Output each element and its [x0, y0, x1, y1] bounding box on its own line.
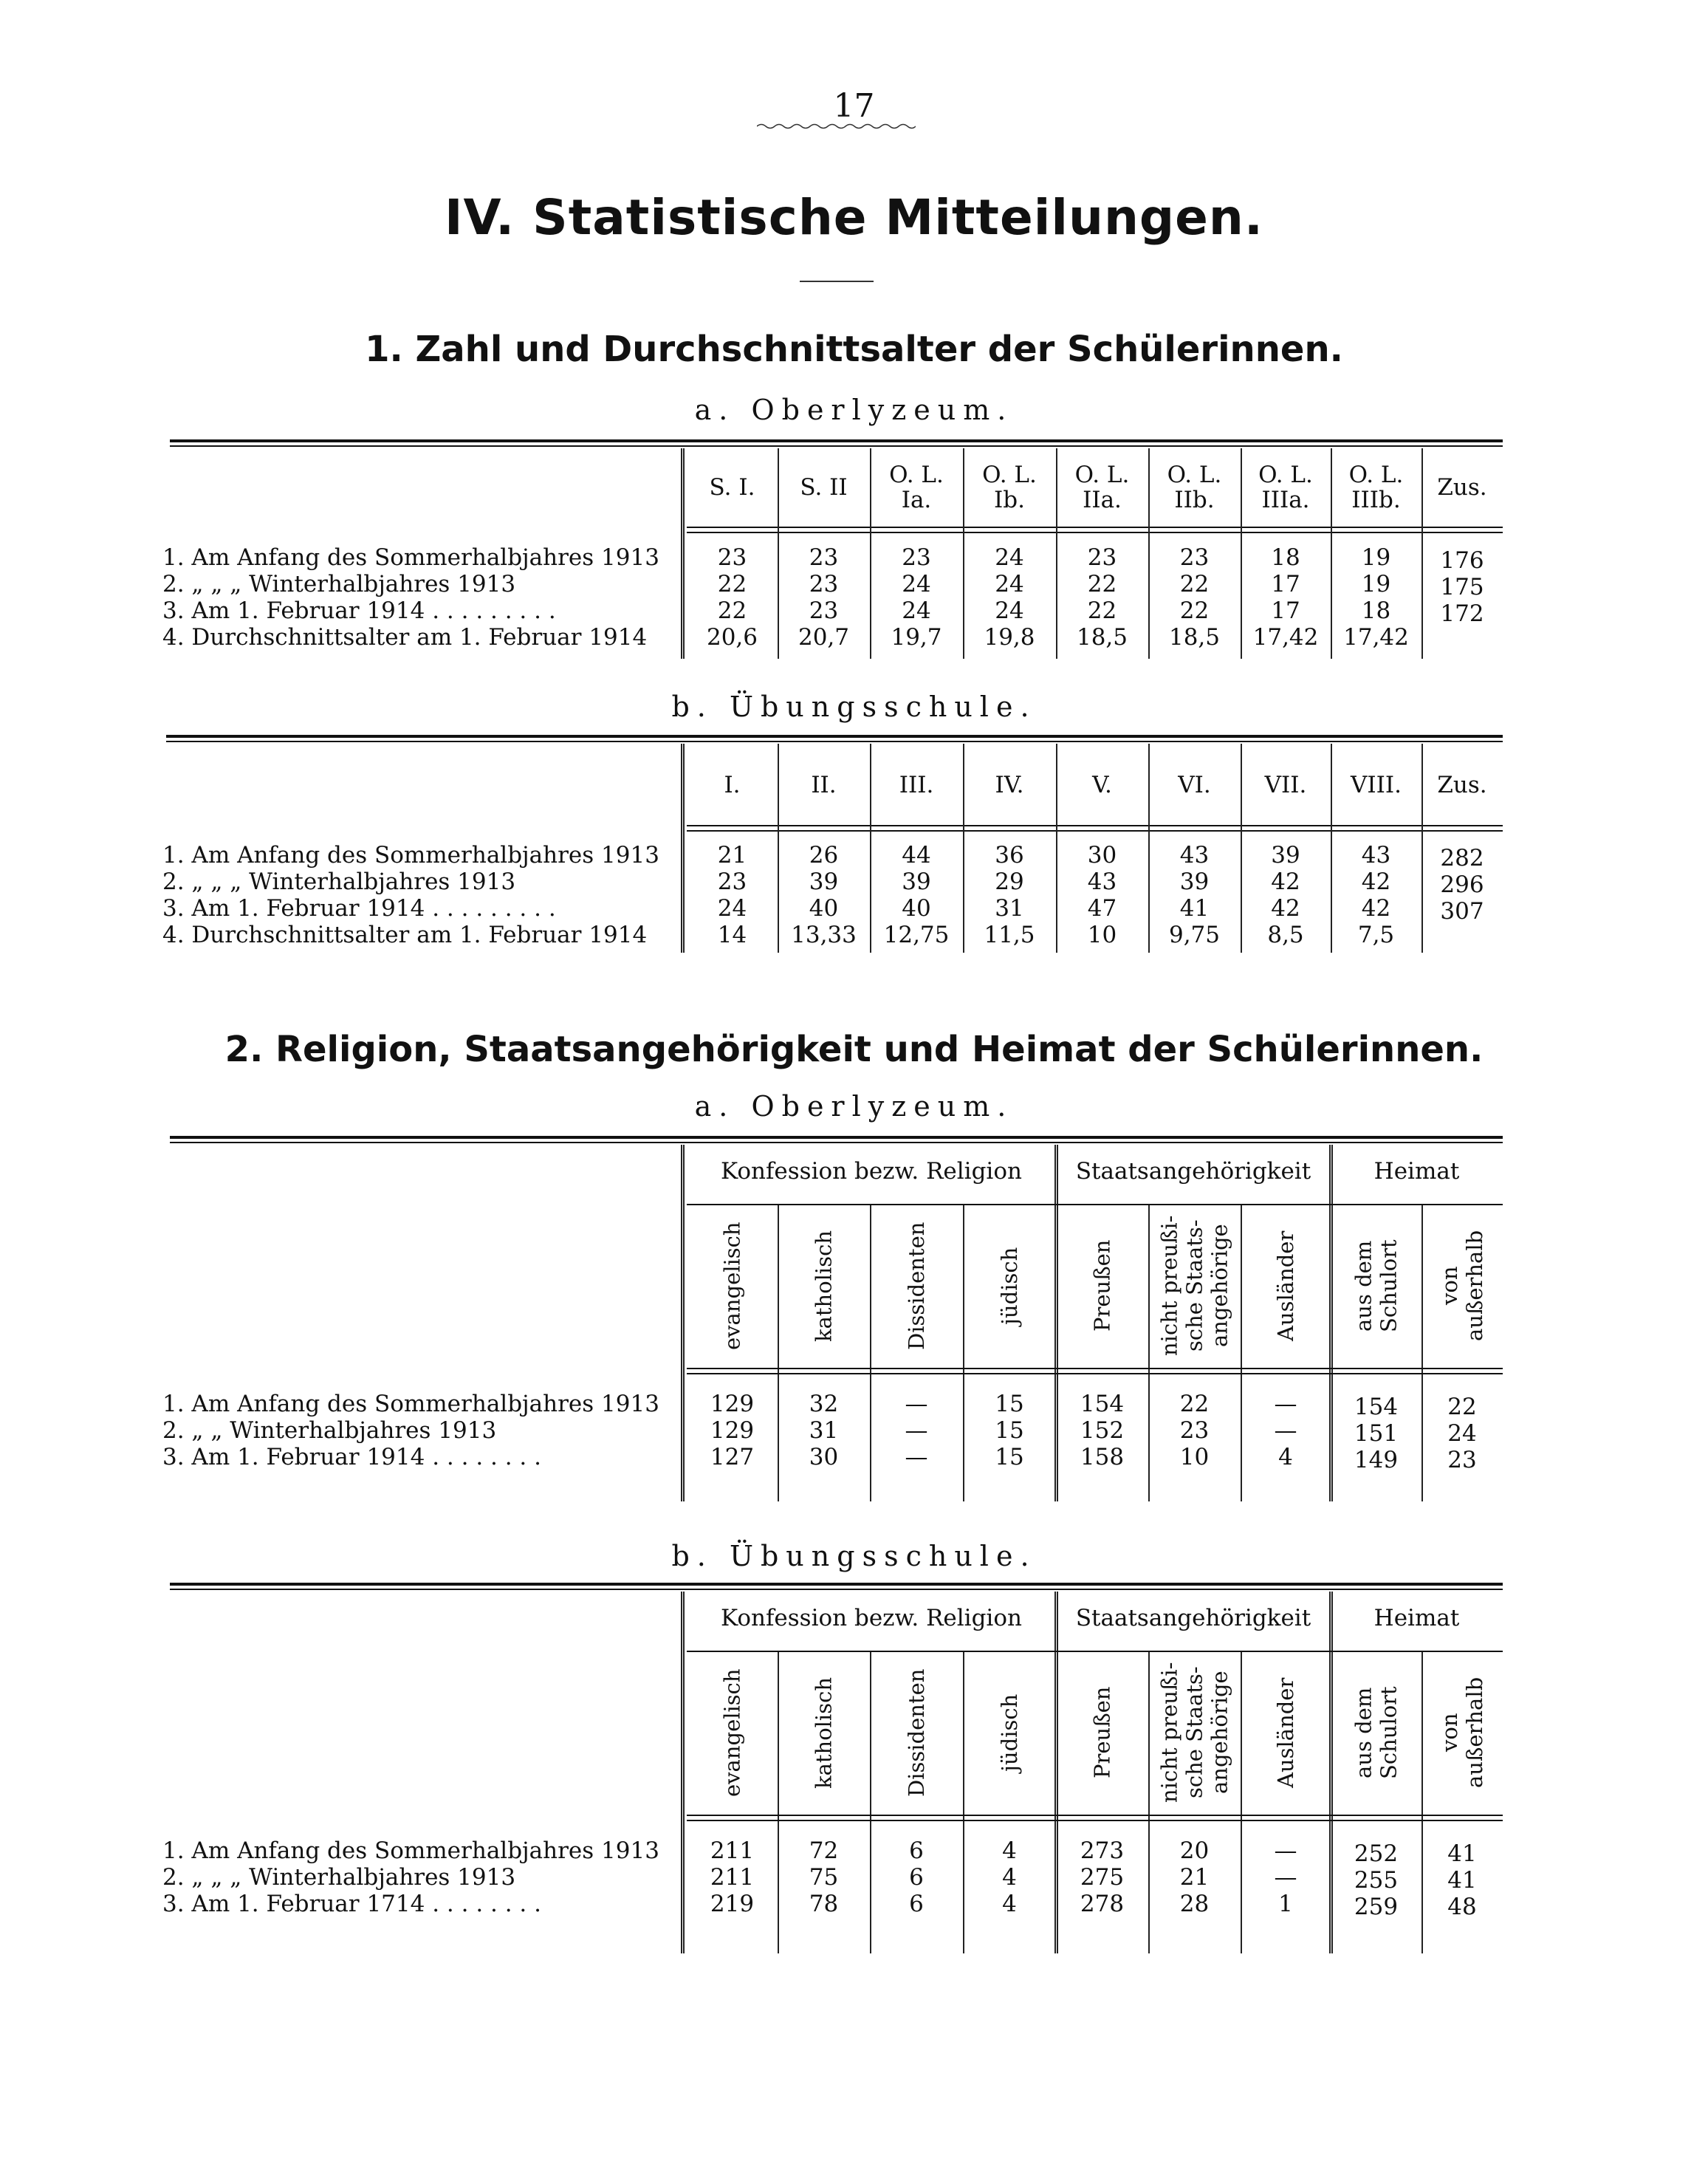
table1a-cell: 23: [809, 544, 839, 571]
table2a-header-rule: [687, 1368, 1503, 1369]
table1b-row-label: 2. „ „ „ Winterhalbjahres 1913: [162, 869, 516, 895]
table2b-cell: 6: [909, 1837, 924, 1864]
table1a-cell: 18: [1271, 544, 1300, 571]
table1a-cell: 23: [809, 571, 839, 597]
table2b-group-header-1: Staatsangehörigkeit: [1075, 1605, 1311, 1631]
table1a-cell: 23: [902, 544, 931, 571]
table1a-cell: 24: [995, 544, 1024, 571]
table2a-cell: 24: [1447, 1420, 1477, 1447]
table2b-cell: 252: [1354, 1840, 1399, 1867]
table2a-cell: —: [905, 1391, 928, 1417]
table1b-cell: 41: [1179, 895, 1210, 922]
table1a-header-rule: [687, 527, 1503, 528]
table2a-cell: 15: [995, 1417, 1024, 1444]
table1a-header-2: O. L. Ia.: [889, 462, 944, 513]
table2b-row-label: 2. „ „ „ Winterhalbjahres 1913: [162, 1864, 516, 1891]
table2b-cell: 41: [1447, 1840, 1477, 1867]
table2a-cell: 23: [1179, 1417, 1210, 1444]
page-number: 17: [833, 87, 875, 125]
table1b-cell: 42: [1361, 895, 1391, 922]
table1a-cell: 22: [717, 571, 747, 597]
table2b-col-header-5: nicht preußi- sche Staats- angehörige: [1156, 1662, 1232, 1804]
table2b-group-rule: [687, 1651, 1503, 1652]
table2a-col-header-6: Ausländer: [1273, 1230, 1298, 1341]
table2a-cell: 4: [1278, 1444, 1293, 1470]
table2a-cell: 129: [710, 1391, 755, 1417]
table2a-group-rule: [687, 1204, 1503, 1205]
table1b-cell: 8,5: [1267, 922, 1304, 948]
table1a-row-label: 2. „ „ „ Winterhalbjahres 1913: [162, 571, 516, 597]
table2b-col-header-0: evangelisch: [719, 1668, 745, 1797]
table2a-col-header-7: aus dem Schulort: [1351, 1239, 1402, 1332]
table1a-cell: 19: [1361, 571, 1391, 597]
table1a-cell: 22: [1087, 597, 1117, 624]
table1b-cell: 43: [1361, 842, 1391, 869]
table2b-label-divider: [681, 1592, 685, 1953]
table1b-cell: 307: [1440, 898, 1484, 925]
table1a-cell: 23: [1179, 544, 1210, 571]
table1a-cell: 20,6: [706, 624, 758, 651]
table2a-row-label: 1. Am Anfang des Sommerhalbjahres 1913: [162, 1391, 659, 1417]
table1b-cell: 39: [1271, 842, 1300, 869]
table1a-cell: 17: [1271, 597, 1300, 624]
table1b-cell: 43: [1179, 842, 1210, 869]
table1a-header-6: O. L. IIIa.: [1258, 462, 1313, 513]
table2b-col-header-3: jüdisch: [997, 1693, 1022, 1772]
table1b-row-label: 1. Am Anfang des Sommerhalbjahres 1913: [162, 842, 659, 869]
table2a-col-header-3: jüdisch: [997, 1247, 1022, 1325]
table2b-cell: 48: [1447, 1894, 1477, 1920]
table2a-cell: 31: [809, 1417, 839, 1444]
table2b-col-header-1: katholisch: [811, 1676, 837, 1789]
table1b-cell: 29: [995, 869, 1024, 895]
main-title: IV. Statistische Mitteilungen.: [444, 189, 1263, 246]
table1a-header-5: O. L. IIb.: [1167, 462, 1222, 513]
table2a-cell: 151: [1354, 1420, 1399, 1447]
table2a-cell: 154: [1354, 1394, 1399, 1420]
table1b-label-divider: [681, 744, 685, 953]
title-rule: [800, 281, 874, 282]
table1a-header-7: O. L. IIIb.: [1348, 462, 1404, 513]
table1b-cell: 43: [1087, 869, 1117, 895]
table2a-cell: 158: [1080, 1444, 1125, 1470]
table1b-cell: 40: [809, 895, 839, 922]
table1a-cell: 23: [809, 597, 839, 624]
table2a-row-label: 3. Am 1. Februar 1914 . . . . . . . .: [162, 1444, 541, 1470]
table2a-col-header-5: nicht preußi- sche Staats- angehörige: [1156, 1215, 1232, 1357]
table1b-cell: 39: [809, 869, 839, 895]
table1b-cell: 14: [717, 922, 747, 948]
table2a-cell: —: [1274, 1391, 1297, 1417]
table1b-cell: 30: [1087, 842, 1117, 869]
table2b-cell: 219: [710, 1891, 755, 1917]
table1b-cell: 23: [717, 869, 747, 895]
table2b-cell: 1: [1278, 1891, 1293, 1917]
table1a-cell: 17,42: [1252, 624, 1319, 651]
table2a-cell: 154: [1080, 1391, 1125, 1417]
table2a-header-rule2: [687, 1373, 1503, 1374]
table2b-cell: 259: [1354, 1894, 1399, 1920]
table2b-cell: 72: [809, 1837, 839, 1864]
table1a-cell: 19,8: [984, 624, 1035, 651]
table1a-cell: 175: [1440, 574, 1484, 600]
table2a-cell: 22: [1447, 1394, 1477, 1420]
table2a-col-header-2: Dissidenten: [904, 1222, 929, 1350]
table1b-cell: 31: [995, 895, 1024, 922]
table1a-cell: 22: [1087, 571, 1117, 597]
table2b-cell: 4: [1002, 1864, 1017, 1891]
table2a-group-header-0: Konfession bezw. Religion: [721, 1158, 1022, 1185]
table1b-header-5: VI.: [1178, 771, 1211, 798]
table1a-cell: 20,7: [798, 624, 850, 651]
table2a-cell: 129: [710, 1417, 755, 1444]
table1b-header-4: V.: [1092, 771, 1112, 798]
table1a-cell: 22: [1179, 597, 1210, 624]
table1a-cell: 23: [1087, 544, 1117, 571]
table2b-cell: 275: [1080, 1864, 1125, 1891]
table2b-cell: 20: [1179, 1837, 1210, 1864]
table2b-cell: 78: [809, 1891, 839, 1917]
table1a-row-label: 3. Am 1. Februar 1914 . . . . . . . . .: [162, 597, 556, 624]
section1a-subtitle: a. Oberlyzeum.: [694, 394, 1014, 426]
table2a-cell: 32: [809, 1391, 839, 1417]
table2b-col-header-8: von außerhalb: [1437, 1676, 1487, 1789]
table2a-cell: 152: [1080, 1417, 1125, 1444]
table2b-cell: —: [1274, 1864, 1297, 1891]
table2a-col-header-0: evangelisch: [719, 1222, 745, 1350]
table1b-header-0: I.: [724, 771, 741, 798]
table1b-cell: 26: [809, 842, 839, 869]
table2a-cell: 23: [1447, 1447, 1477, 1473]
table1a-cell: 24: [902, 571, 931, 597]
table1b-row-label: 3. Am 1. Februar 1914 . . . . . . . . .: [162, 895, 556, 922]
table1b-cell: 42: [1271, 895, 1300, 922]
table2b-cell: 4: [1002, 1837, 1017, 1864]
table1b-cell: 42: [1361, 869, 1391, 895]
table1b-cell: 36: [995, 842, 1024, 869]
table1b-cell: 44: [902, 842, 931, 869]
table1b-cell: 296: [1440, 871, 1484, 898]
table1b-cell: 282: [1440, 845, 1484, 871]
table1b-cell: 13,33: [791, 922, 857, 948]
table1a-cell: 17,42: [1343, 624, 1409, 651]
table2a-cell: —: [905, 1444, 928, 1470]
table2a-col-header-8: von außerhalb: [1437, 1230, 1487, 1342]
table2a-top-rule: [170, 1136, 1503, 1139]
table2b-cell: 28: [1179, 1891, 1210, 1917]
table1a-header-3: O. L. Ib.: [982, 462, 1037, 513]
wavy-divider: [757, 123, 916, 130]
table2b-cell: 255: [1354, 1867, 1399, 1894]
table1b-cell: 21: [717, 842, 747, 869]
table1a-cell: 176: [1440, 547, 1484, 574]
table2b-header-rule: [687, 1815, 1503, 1816]
table1b-cell: 39: [1179, 869, 1210, 895]
table2a-cell: 22: [1179, 1391, 1210, 1417]
table1b-top-rule: [166, 735, 1503, 738]
table1b-header-1: II.: [811, 771, 837, 798]
table1a-cell: 22: [1179, 571, 1210, 597]
section2a-subtitle: a. Oberlyzeum.: [694, 1090, 1014, 1123]
table1b-cell: 7,5: [1357, 922, 1395, 948]
table2a-col-header-1: katholisch: [811, 1230, 837, 1342]
table2b-cell: 211: [710, 1864, 755, 1891]
table1a-cell: 18,5: [1076, 624, 1128, 651]
table2a-cell: 30: [809, 1444, 839, 1470]
table1a-header-0: S. I.: [709, 474, 755, 501]
table1a-cell: 24: [902, 597, 931, 624]
table1a-label-divider: [681, 448, 685, 659]
table2b-cell: 273: [1080, 1837, 1125, 1864]
table1a-header-1: S. II: [800, 474, 848, 501]
table2a-cell: —: [905, 1417, 928, 1444]
table2a-cell: 127: [710, 1444, 755, 1470]
table1b-cell: 39: [902, 869, 931, 895]
table2b-cell: 278: [1080, 1891, 1125, 1917]
table1b-header-8: Zus.: [1437, 771, 1487, 798]
table1a-row-label: 1. Am Anfang des Sommerhalbjahres 1913: [162, 544, 659, 571]
section1b-subtitle: b. Übungsschule.: [671, 691, 1037, 723]
table2b-header-rule2: [687, 1820, 1503, 1821]
table2b-col-header-6: Ausländer: [1273, 1677, 1298, 1788]
table1b-cell: 11,5: [984, 922, 1035, 948]
table1b-header-6: VII.: [1264, 771, 1307, 798]
table1a-cell: 19,7: [891, 624, 942, 651]
table1b-cell: 9,75: [1168, 922, 1221, 948]
section2-title: 2. Religion, Staatsangehörigkeit und Heimat der Schülerinnen.: [224, 1029, 1484, 1070]
table2b-row-label: 3. Am 1. Februar 1714 . . . . . . . .: [162, 1891, 541, 1917]
table1b-cell: 12,75: [883, 922, 950, 948]
table2b-col-header-7: aus dem Schulort: [1351, 1686, 1402, 1779]
table2b-cell: 211: [710, 1837, 755, 1864]
table2b-top-rule: [170, 1583, 1503, 1586]
table2b-col-header-4: Preußen: [1089, 1686, 1115, 1779]
table1b-header-2: III.: [899, 771, 934, 798]
table2a-label-divider: [681, 1145, 685, 1501]
table1b-cell: 10: [1087, 922, 1117, 948]
table1b-cell: 42: [1271, 869, 1300, 895]
table2a-col-header-4: Preußen: [1089, 1239, 1115, 1332]
table1b-header-3: IV.: [995, 771, 1024, 798]
table1a-cell: 23: [717, 544, 747, 571]
table2b-col-header-2: Dissidenten: [904, 1668, 929, 1797]
table2b-cell: 75: [809, 1864, 839, 1891]
table2b-cell: 6: [909, 1891, 924, 1917]
section1-title: 1. Zahl und Durchschnittsalter der Schülerinnen.: [365, 329, 1343, 370]
table1a-cell: 18: [1361, 597, 1391, 624]
table1b-cell: 24: [717, 895, 747, 922]
table1b-row-label: 4. Durchschnittsalter am 1. Februar 1914: [162, 922, 648, 948]
table1a-header-4: O. L. IIa.: [1074, 462, 1130, 513]
table1a-cell: 22: [717, 597, 747, 624]
table2b-group-header-0: Konfession bezw. Religion: [721, 1605, 1022, 1631]
table1a-header-8: Zus.: [1437, 474, 1487, 501]
table2b-group-header-2: Heimat: [1373, 1605, 1460, 1631]
table2b-cell: —: [1274, 1837, 1297, 1864]
table1a-cell: 18,5: [1168, 624, 1221, 651]
table1a-cell: 19: [1361, 544, 1391, 571]
table2b-cell: 41: [1447, 1867, 1477, 1894]
table1b-cell: 47: [1087, 895, 1117, 922]
table2b-row-label: 1. Am Anfang des Sommerhalbjahres 1913: [162, 1837, 659, 1864]
table1b-header-rule: [687, 825, 1503, 826]
table1b-cell: 40: [902, 895, 931, 922]
table2a-group-header-1: Staatsangehörigkeit: [1075, 1158, 1311, 1185]
table2a-cell: 15: [995, 1444, 1024, 1470]
table2b-cell: 21: [1179, 1864, 1210, 1891]
table2a-row-label: 2. „ „ Winterhalbjahres 1913: [162, 1417, 497, 1444]
table2a-cell: 10: [1179, 1444, 1210, 1470]
table2a-cell: 149: [1354, 1447, 1399, 1473]
table1a-cell: 172: [1440, 600, 1484, 627]
table1a-cell: 24: [995, 571, 1024, 597]
table2a-cell: 15: [995, 1391, 1024, 1417]
table1a-cell: 24: [995, 597, 1024, 624]
table2b-cell: 6: [909, 1864, 924, 1891]
table1a-top-rule: [170, 439, 1503, 442]
table1a-row-label: 4. Durchschnittsalter am 1. Februar 1914: [162, 624, 648, 651]
table1a-cell: 17: [1271, 571, 1300, 597]
table2a-group-header-2: Heimat: [1373, 1158, 1460, 1185]
section2b-subtitle: b. Übungsschule.: [671, 1540, 1037, 1572]
table2a-cell: —: [1274, 1417, 1297, 1444]
table1b-header-7: VIII.: [1351, 771, 1402, 798]
table2b-cell: 4: [1002, 1891, 1017, 1917]
